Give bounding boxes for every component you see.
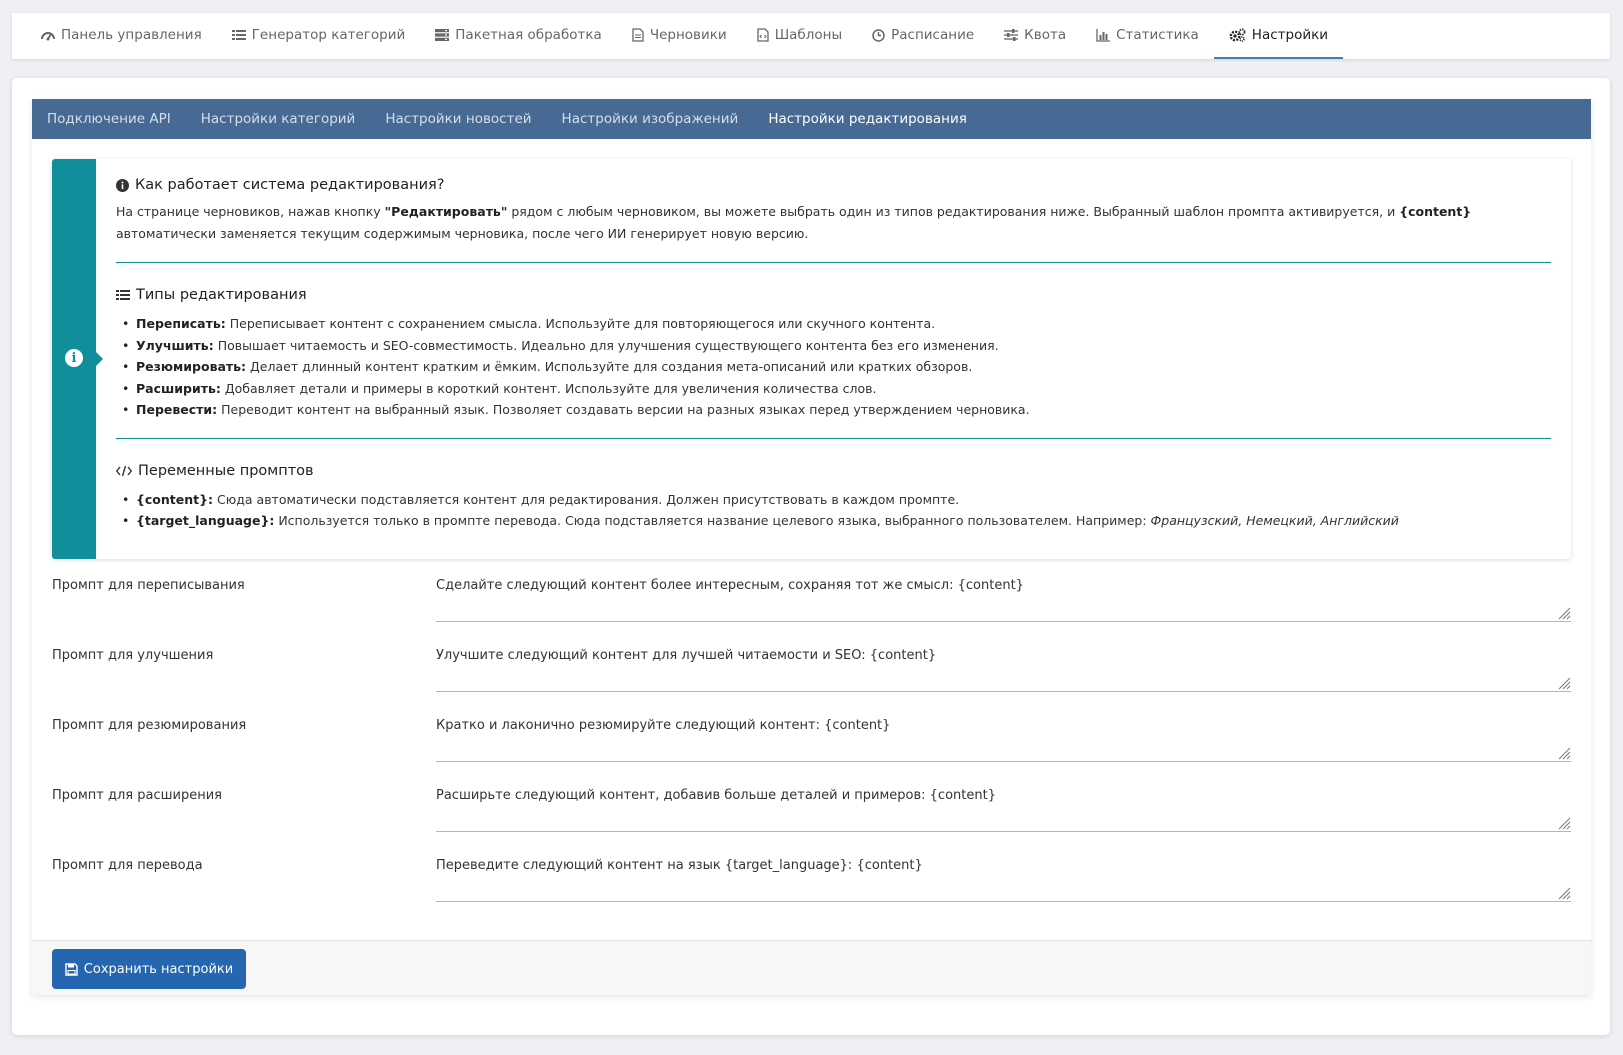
tab-label: Расписание	[891, 27, 975, 43]
resize-grip-icon[interactable]	[1557, 676, 1571, 690]
tab-batch-processing[interactable]	[420, 13, 617, 59]
tab-drafts[interactable]	[617, 13, 742, 59]
resize-grip-icon[interactable]	[1557, 746, 1571, 760]
save-settings-button[interactable]	[52, 949, 246, 989]
paragraph-text: На странице черновиков, нажав кнопку	[116, 204, 385, 219]
prompt-row-improve	[52, 644, 1571, 694]
info-title-text: Как работает система редактирования?	[135, 177, 445, 193]
paragraph-text: автоматически заменяется текущим содержимым черновика, после чего ИИ генерирует новую версию.	[116, 226, 809, 241]
type-name: Расширить:	[136, 380, 221, 396]
list-item	[116, 313, 1551, 335]
resize-grip-icon[interactable]	[1557, 816, 1571, 830]
top-navigation	[12, 13, 1610, 59]
types-title-text: Типы редактирования	[136, 287, 307, 303]
prompt-row-summarize	[52, 714, 1571, 764]
list-item	[116, 335, 1551, 357]
server-icon	[435, 29, 449, 41]
form-footer	[32, 940, 1591, 995]
list-item	[116, 378, 1551, 400]
subtab-editing-settings[interactable]: Настройки редактирования	[768, 111, 967, 127]
type-desc: Переписывает контент с сохранением смысла. Используйте для повторяющегося или скучного контента.	[225, 316, 936, 331]
divider	[116, 438, 1551, 439]
expand-prompt-textarea[interactable]	[436, 784, 1571, 832]
info-stripe	[52, 159, 96, 559]
paragraph-text: рядом с любым черновиком, вы можете выбрать один из типов редактирования ниже. Выбранный шаблон промпта активируется, и	[507, 204, 1400, 219]
textarea-value: Улучшите следующий контент для лучшей читаемости и SEO: {content}	[436, 648, 937, 663]
tab-statistics[interactable]	[1081, 13, 1214, 59]
list-item	[116, 399, 1551, 421]
type-desc: Делает длинный контент кратким и ёмким. Используйте для создания мета-описаний или кратких обзоров.	[246, 359, 973, 374]
list-icon	[116, 289, 130, 301]
file-icon	[632, 28, 644, 42]
list-item	[116, 356, 1551, 378]
save-icon	[65, 963, 78, 976]
types-title	[116, 287, 1551, 303]
subtab-image-settings[interactable]: Настройки изображений	[561, 111, 739, 127]
vars-title-text: Переменные промптов	[138, 462, 314, 479]
type-name: Перевести:	[136, 402, 218, 417]
rewrite-prompt-textarea[interactable]	[436, 574, 1571, 622]
stripe-arrow	[96, 352, 103, 366]
prompt-label: Промпт для переписывания	[52, 578, 245, 593]
list-item	[116, 510, 1551, 532]
tab-label: Статистика	[1116, 27, 1199, 43]
tab-dashboard[interactable]	[26, 13, 217, 59]
info-title	[116, 177, 1551, 193]
save-button-label: Сохранить настройки	[83, 961, 234, 977]
var-desc: Используется только в промпте перевода. Сюда подставляется название целевого языка, выбранного пользователем. Например:	[274, 513, 1151, 528]
tab-schedule[interactable]	[857, 13, 989, 59]
prompt-row-translate	[52, 854, 1571, 904]
tab-label: Шаблоны	[774, 27, 843, 43]
tab-settings[interactable]	[1214, 13, 1343, 59]
tab-label: Пакетная обработка	[455, 27, 602, 43]
type-desc: Добавляет детали и примеры в короткий контент. Используйте для увеличения количества слов.	[220, 380, 877, 396]
main-card	[12, 78, 1610, 1035]
settings-panel	[32, 99, 1591, 995]
dashboard-icon	[41, 29, 55, 41]
improve-prompt-textarea[interactable]	[436, 644, 1571, 692]
prompt-label: Промпт для улучшения	[52, 648, 214, 663]
type-name: Резюмировать:	[136, 359, 247, 374]
textarea-value: Переведите следующий контент на язык {target_language}: {content}	[436, 858, 923, 873]
tab-templates[interactable]	[742, 13, 857, 59]
vars-title	[116, 463, 1551, 479]
type-desc: Переводит контент на выбранный язык. Позволяет создавать версии на разных языках перед утверждением черновика.	[217, 402, 1030, 417]
tab-label: Генератор категорий	[251, 27, 406, 43]
type-name: Переписать:	[136, 316, 226, 331]
textarea-value: Расширьте следующий контент, добавив больше деталей и примеров: {content}	[436, 788, 996, 803]
tab-category-generator[interactable]	[217, 13, 421, 59]
type-name: Улучшить:	[136, 337, 214, 353]
var-name: {target_language}:	[136, 513, 275, 528]
clock-icon	[872, 29, 885, 42]
subtab-news-settings[interactable]: Настройки новостей	[385, 111, 532, 127]
settings-subnav	[32, 99, 1591, 139]
resize-grip-icon[interactable]	[1557, 606, 1571, 620]
summarize-prompt-textarea[interactable]	[436, 714, 1571, 762]
tab-quota[interactable]	[989, 13, 1081, 59]
variables-list	[116, 489, 1551, 532]
paragraph-button-ref: "Редактировать"	[384, 204, 508, 219]
paragraph-variable: {content}	[1399, 204, 1472, 219]
type-desc: Повышает читаемость и SEO-совместимость. Идеально для улучшения существующего контента без его изменения.	[213, 337, 999, 353]
info-callout	[52, 159, 1571, 559]
list-icon	[232, 29, 246, 41]
code-icon	[116, 465, 132, 477]
cogs-icon	[1229, 28, 1246, 42]
divider	[116, 262, 1551, 263]
info-content	[116, 177, 1551, 532]
info-icon: i	[65, 349, 83, 367]
sliders-icon	[1004, 29, 1018, 41]
var-name: {content}:	[136, 491, 214, 507]
textarea-value: Кратко и лаконично резюмируйте следующий контент: {content}	[436, 718, 891, 733]
list-item	[116, 489, 1551, 511]
subtab-api-connection[interactable]: Подключение API	[47, 111, 171, 127]
prompt-row-rewrite	[52, 574, 1571, 624]
tab-label: Квота	[1024, 27, 1067, 43]
info-paragraph	[116, 201, 1551, 245]
prompt-label: Промпт для расширения	[52, 788, 222, 803]
info-circle-icon	[116, 179, 129, 192]
prompt-label: Промпт для перевода	[52, 858, 203, 873]
tab-label: Черновики	[649, 27, 727, 43]
code-file-icon	[757, 28, 769, 42]
resize-grip-icon[interactable]	[1557, 886, 1571, 900]
bar-chart-icon	[1096, 29, 1110, 42]
edit-types-list	[116, 313, 1551, 421]
var-example: Французский, Немецкий, Английский	[1150, 513, 1399, 528]
tab-label: Панель управления	[61, 27, 202, 43]
prompt-label: Промпт для резюмирования	[52, 718, 247, 733]
subtab-category-settings[interactable]: Настройки категорий	[200, 111, 356, 127]
prompt-row-expand	[52, 784, 1571, 834]
var-desc: Сюда автоматически подставляется контент для редактирования. Должен присутствовать в каждом промпте.	[213, 491, 960, 507]
tab-label: Настройки	[1251, 27, 1329, 43]
translate-prompt-textarea[interactable]	[436, 854, 1571, 902]
textarea-value: Сделайте следующий контент более интересным, сохраняя тот же смысл: {content}	[436, 578, 1024, 593]
